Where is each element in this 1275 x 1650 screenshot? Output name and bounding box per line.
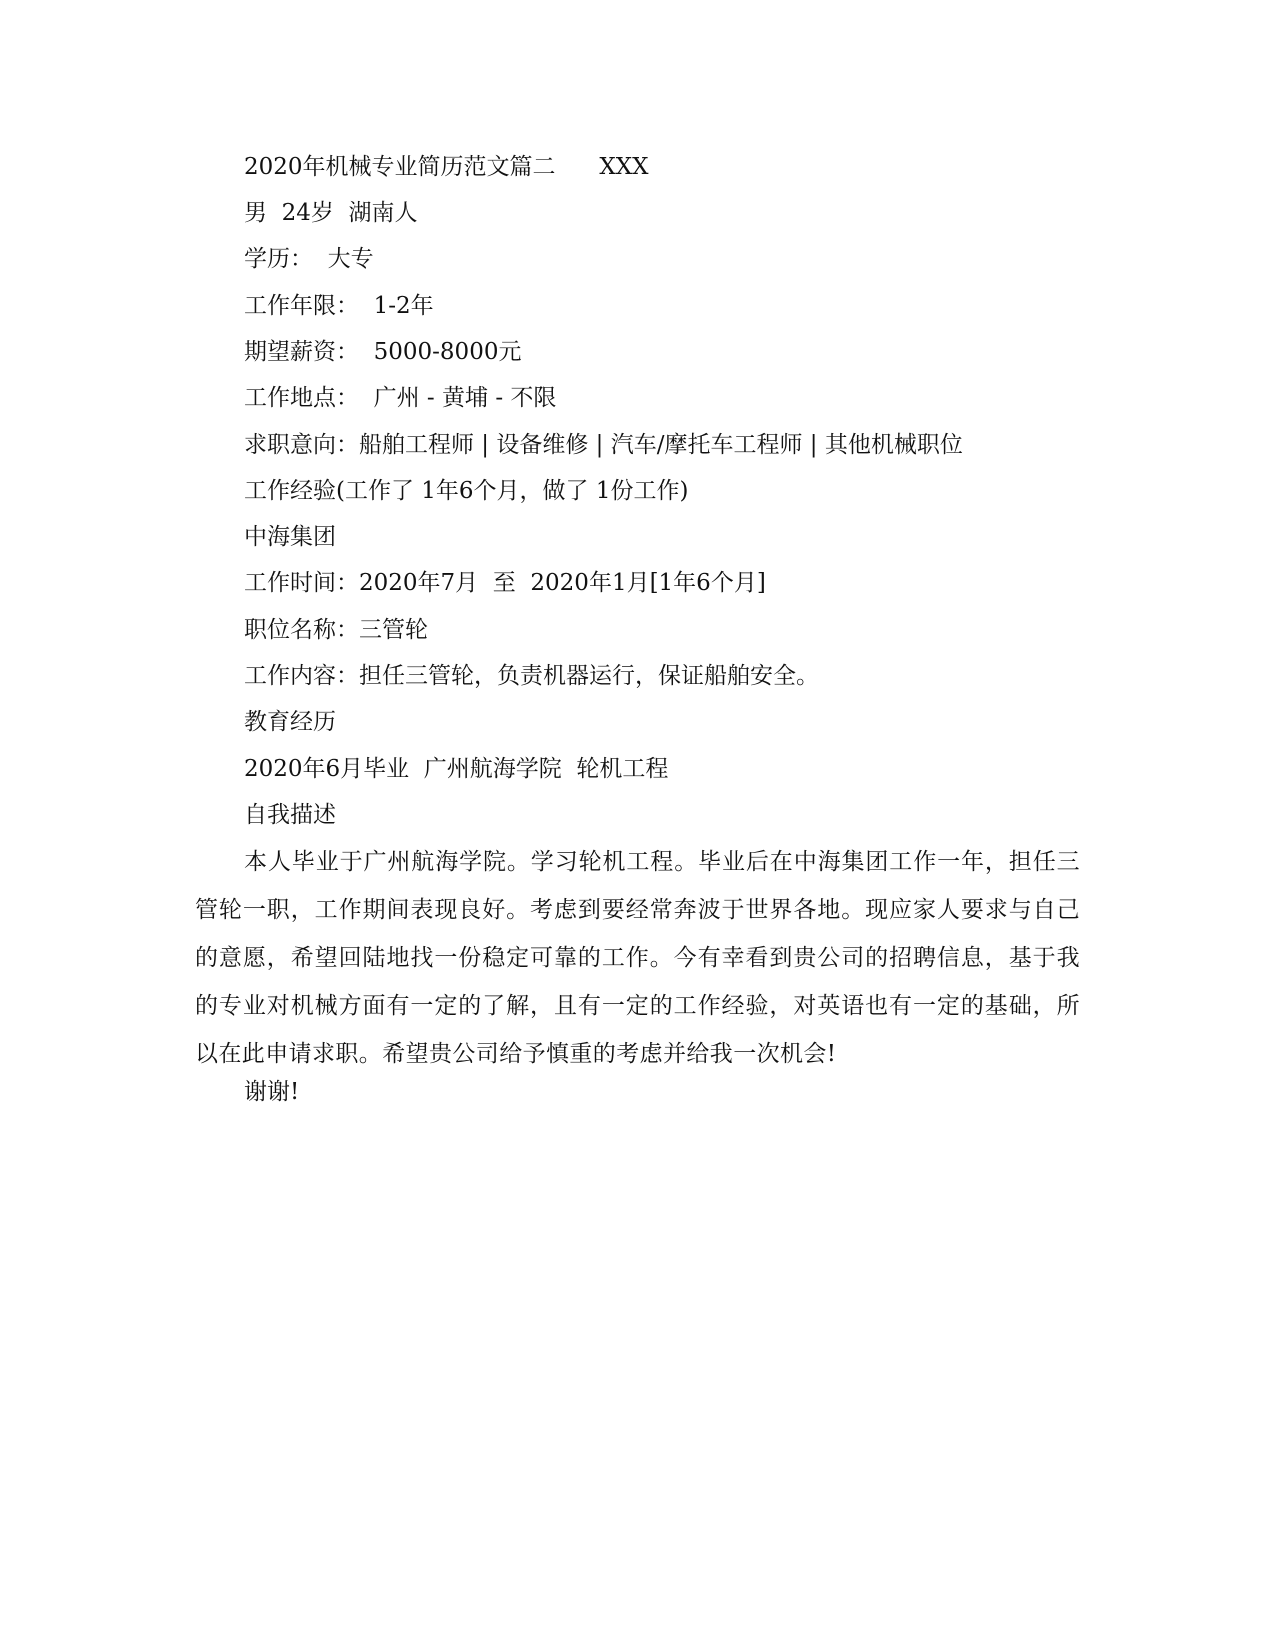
self-description-heading: 自我描述	[244, 802, 336, 828]
work-period: 工作时间：2020年7月 至 2020年1月[1年6个月]	[244, 570, 766, 596]
job-content: 工作内容：担任三管轮，负责机器运行，保证船舶安全。	[244, 663, 819, 689]
job-intention: 求职意向：船舶工程师 | 设备维修 | 汽车/摩托车工程师 | 其他机械职位	[244, 432, 963, 458]
closing-thanks: 谢谢!	[244, 1079, 300, 1105]
work-years: 工作年限： 1-2年	[244, 293, 434, 319]
work-experience-heading: 工作经验(工作了 1年6个月，做了 1份工作)	[244, 478, 689, 504]
expected-salary: 期望薪资： 5000-8000元	[244, 339, 522, 365]
resume-title: 2020年机械专业简历范文篇二 XXX	[244, 154, 649, 180]
work-location: 工作地点： 广州 - 黄埔 - 不限	[244, 385, 557, 411]
education-detail: 2020年6月毕业 广州航海学院 轮机工程	[244, 756, 669, 782]
education-heading: 教育经历	[244, 709, 336, 735]
job-title: 职位名称：三管轮	[244, 617, 428, 643]
self-description-paragraph: 本人毕业于广州航海学院。学习轮机工程。毕业后在中海集团工作一年，担任三管轮一职，工作期间表现良好。考虑到要经常奔波于世界各地。现应家人要求与自己的意愿，希望回陆地找一份稳定可靠的工作。今有幸看到贵公司的招聘信息，基于我的专业对机械方面有一定的了解，且有一定的工作经验，对英语也有一定的基础，所以在此申请求职。希望贵公司给予慎重的考虑并给我一次机会!	[195, 849, 1080, 1067]
company-name: 中海集团	[244, 524, 336, 550]
education-level: 学历： 大专	[244, 246, 374, 272]
personal-info: 男 24岁 湖南人	[244, 200, 418, 226]
